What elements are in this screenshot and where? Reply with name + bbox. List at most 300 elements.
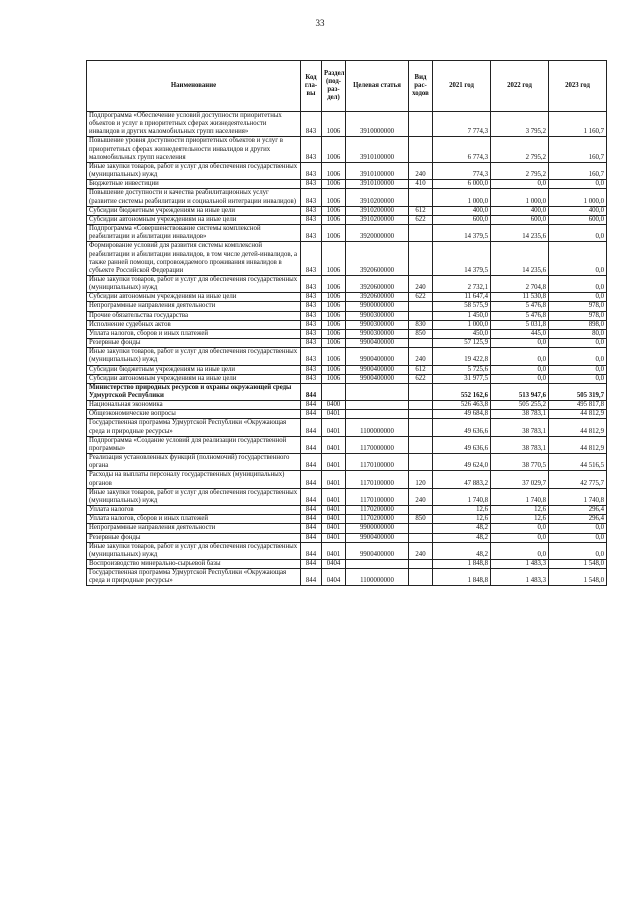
row-section: 1006 xyxy=(322,162,346,179)
row-name: Бюджетные инвестиции xyxy=(87,180,301,189)
row-vid: 240 xyxy=(409,488,433,505)
row-name: Подпрограмма «Создание условий для реализации государственной программы» xyxy=(87,436,301,453)
row-value-2023: 495 817,8 xyxy=(549,401,607,410)
row-section: 0401 xyxy=(322,436,346,453)
row-value-2023: 296,4 xyxy=(549,506,607,515)
table-row xyxy=(87,515,607,524)
row-vid xyxy=(409,410,433,419)
row-value-2023: 0,0 xyxy=(549,524,607,533)
row-name: Субсидии автономным учреждениям на иные цели xyxy=(87,293,301,302)
row-vid xyxy=(409,339,433,348)
row-value-2021: 1 000,0 xyxy=(433,189,491,206)
row-name: Реализация установленных функций (полномочий) государственного органа xyxy=(87,454,301,471)
table-row xyxy=(87,311,607,320)
row-code: 843 xyxy=(301,162,322,179)
row-article xyxy=(346,401,409,410)
row-article: 3910100000 xyxy=(346,180,409,189)
table-row xyxy=(87,533,607,542)
row-value-2021: 6 000,0 xyxy=(433,180,491,189)
row-code: 843 xyxy=(301,242,322,276)
row-section: 1006 xyxy=(322,365,346,374)
row-value-2021: 1 740,8 xyxy=(433,488,491,505)
row-value-2021: 12,6 xyxy=(433,506,491,515)
row-name: Министерство природных ресурсов и охраны окружающей среды Удмуртской Республики xyxy=(87,383,301,400)
row-vid xyxy=(409,112,433,137)
row-value-2021: 774,3 xyxy=(433,162,491,179)
row-value-2022: 2 704,8 xyxy=(491,275,549,292)
row-section: 0401 xyxy=(322,419,346,436)
row-value-2023: 0,0 xyxy=(549,225,607,242)
row-name: Уплата налогов, сборов и иных платежей xyxy=(87,515,301,524)
row-value-2022: 37 029,7 xyxy=(491,471,549,488)
row-vid xyxy=(409,242,433,276)
row-vid: 240 xyxy=(409,542,433,559)
row-article xyxy=(346,383,409,400)
row-code: 844 xyxy=(301,454,322,471)
row-value-2021: 450,0 xyxy=(433,329,491,338)
page-number: 33 xyxy=(315,18,325,28)
row-vid xyxy=(409,436,433,453)
row-article: 3910100000 xyxy=(346,137,409,162)
row-code: 843 xyxy=(301,329,322,338)
row-code: 844 xyxy=(301,471,322,488)
header-name: Наименование xyxy=(87,61,301,112)
row-value-2023: 42 775,7 xyxy=(549,471,607,488)
row-name: Субсидии бюджетным учреждениям на иные цели xyxy=(87,206,301,215)
row-value-2021: 5 725,6 xyxy=(433,365,491,374)
table-row xyxy=(87,524,607,533)
row-value-2022: 400,0 xyxy=(491,206,549,215)
row-value-2023: 1 160,7 xyxy=(549,112,607,137)
row-code: 844 xyxy=(301,515,322,524)
row-vid: 612 xyxy=(409,365,433,374)
row-code: 844 xyxy=(301,410,322,419)
row-vid: 830 xyxy=(409,320,433,329)
row-vid xyxy=(409,533,433,542)
table-row xyxy=(87,454,607,471)
row-value-2023: 0,0 xyxy=(549,533,607,542)
header-article: Целевая статья xyxy=(346,61,409,112)
row-name: Иные закупки товаров, работ и услуг для обеспечения государственных (муниципальных) нужд xyxy=(87,542,301,559)
row-value-2021: 526 463,8 xyxy=(433,401,491,410)
row-value-2022: 5 031,8 xyxy=(491,320,549,329)
row-code: 843 xyxy=(301,137,322,162)
row-code: 844 xyxy=(301,506,322,515)
row-section: 0401 xyxy=(322,524,346,533)
row-article: 1170100000 xyxy=(346,454,409,471)
row-value-2022: 14 235,6 xyxy=(491,242,549,276)
row-code: 843 xyxy=(301,311,322,320)
row-article: 9900000000 xyxy=(346,302,409,311)
row-name: Резервные фонды xyxy=(87,533,301,542)
row-section: 0401 xyxy=(322,515,346,524)
row-name: Подпрограмма «Совершенствование системы комплексной реабилитации и абилитации инвалидов» xyxy=(87,225,301,242)
row-value-2023: 978,0 xyxy=(549,311,607,320)
row-name: Субсидии бюджетным учреждениям на иные цели xyxy=(87,365,301,374)
row-code: 843 xyxy=(301,225,322,242)
row-section: 0401 xyxy=(322,410,346,419)
row-value-2021: 7 774,3 xyxy=(433,112,491,137)
row-code: 844 xyxy=(301,569,322,586)
table-row xyxy=(87,320,607,329)
row-value-2022: 3 795,2 xyxy=(491,112,549,137)
row-article: 1170200000 xyxy=(346,506,409,515)
row-vid: 850 xyxy=(409,329,433,338)
row-value-2022: 1 740,8 xyxy=(491,488,549,505)
row-value-2022: 0,0 xyxy=(491,348,549,365)
row-value-2021: 47 883,2 xyxy=(433,471,491,488)
row-value-2022: 11 530,8 xyxy=(491,293,549,302)
row-code: 843 xyxy=(301,189,322,206)
row-value-2023: 978,0 xyxy=(549,302,607,311)
row-value-2021: 48,2 xyxy=(433,542,491,559)
row-code: 843 xyxy=(301,206,322,215)
row-value-2021: 1 848,8 xyxy=(433,569,491,586)
row-value-2022: 12,6 xyxy=(491,506,549,515)
row-value-2022: 0,0 xyxy=(491,365,549,374)
row-vid: 622 xyxy=(409,374,433,383)
row-value-2021: 2 732,1 xyxy=(433,275,491,292)
row-value-2023: 1 548,0 xyxy=(549,569,607,586)
row-article: 3910000000 xyxy=(346,112,409,137)
table-row xyxy=(87,302,607,311)
row-article: 3920000000 xyxy=(346,225,409,242)
row-vid xyxy=(409,302,433,311)
row-value-2022: 38 783,1 xyxy=(491,419,549,436)
row-vid: 850 xyxy=(409,515,433,524)
row-value-2021: 49 636,6 xyxy=(433,419,491,436)
row-article: 1170000000 xyxy=(346,436,409,453)
row-section: 0401 xyxy=(322,506,346,515)
row-code: 843 xyxy=(301,365,322,374)
row-section: 1006 xyxy=(322,374,346,383)
row-article: 9900400000 xyxy=(346,374,409,383)
header-2023: 2023 год xyxy=(549,61,607,112)
row-value-2022: 12,6 xyxy=(491,515,549,524)
row-section: 1006 xyxy=(322,180,346,189)
row-value-2023: 0,0 xyxy=(549,348,607,365)
row-value-2021: 552 162,6 xyxy=(433,383,491,400)
table-row xyxy=(87,436,607,453)
row-code: 843 xyxy=(301,339,322,348)
row-name: Иные закупки товаров, работ и услуг для обеспечения государственных (муниципальных) нужд xyxy=(87,348,301,365)
row-name: Уплата налогов, сборов и иных платежей xyxy=(87,329,301,338)
row-name: Непрограммные направления деятельности xyxy=(87,302,301,311)
row-section: 1006 xyxy=(322,302,346,311)
row-code: 844 xyxy=(301,559,322,568)
row-section: 1006 xyxy=(322,329,346,338)
row-vid xyxy=(409,225,433,242)
row-value-2022: 38 783,1 xyxy=(491,436,549,453)
row-value-2021: 57 125,9 xyxy=(433,339,491,348)
row-vid xyxy=(409,311,433,320)
row-vid xyxy=(409,506,433,515)
row-value-2022: 445,0 xyxy=(491,329,549,338)
table-row xyxy=(87,559,607,568)
row-value-2023: 0,0 xyxy=(549,542,607,559)
row-vid: 240 xyxy=(409,348,433,365)
row-code: 844 xyxy=(301,401,322,410)
row-value-2022: 5 476,8 xyxy=(491,302,549,311)
row-name: Национальная экономика xyxy=(87,401,301,410)
row-value-2022: 38 783,1 xyxy=(491,410,549,419)
row-value-2021: 600,0 xyxy=(433,215,491,224)
row-vid: 622 xyxy=(409,293,433,302)
row-value-2021: 48,2 xyxy=(433,524,491,533)
row-value-2021: 49 684,8 xyxy=(433,410,491,419)
row-value-2023: 44 812,9 xyxy=(549,436,607,453)
row-article: 9900400000 xyxy=(346,533,409,542)
row-code: 844 xyxy=(301,488,322,505)
row-value-2022: 1 000,0 xyxy=(491,189,549,206)
row-value-2023: 0,0 xyxy=(549,242,607,276)
table-row xyxy=(87,206,607,215)
row-vid xyxy=(409,524,433,533)
row-value-2023: 296,4 xyxy=(549,515,607,524)
row-value-2023: 0,0 xyxy=(549,339,607,348)
row-code: 843 xyxy=(301,215,322,224)
row-vid xyxy=(409,401,433,410)
row-article: 9900300000 xyxy=(346,320,409,329)
row-section: 0401 xyxy=(322,533,346,542)
row-value-2022: 505 255,2 xyxy=(491,401,549,410)
table-row xyxy=(87,339,607,348)
row-code: 843 xyxy=(301,275,322,292)
table-row xyxy=(87,410,607,419)
row-name: Подпрограмма «Обеспечение условий доступности приоритетных объектов и услуг в приоритетных сферах жизнедеятельности инвалидов и других маломобильных групп населения» xyxy=(87,112,301,137)
row-value-2022: 14 235,6 xyxy=(491,225,549,242)
row-article: 3920600000 xyxy=(346,242,409,276)
row-value-2023: 44 812,9 xyxy=(549,410,607,419)
row-article: 3920600000 xyxy=(346,293,409,302)
row-value-2021: 400,0 xyxy=(433,206,491,215)
row-name: Иные закупки товаров, работ и услуг для обеспечения государственных (муниципальных) нужд xyxy=(87,275,301,292)
row-section: 0401 xyxy=(322,542,346,559)
table-row xyxy=(87,225,607,242)
row-value-2021: 58 575,9 xyxy=(433,302,491,311)
row-name: Воспроизводство минерально-сырьевой базы xyxy=(87,559,301,568)
row-vid xyxy=(409,419,433,436)
table-row xyxy=(87,419,607,436)
row-value-2023: 898,0 xyxy=(549,320,607,329)
row-article: 1170100000 xyxy=(346,471,409,488)
row-article: 9900400000 xyxy=(346,348,409,365)
row-section: 1006 xyxy=(322,242,346,276)
row-value-2021: 12,6 xyxy=(433,515,491,524)
table-header-row xyxy=(87,61,607,112)
row-section: 1006 xyxy=(322,293,346,302)
row-value-2021: 6 774,3 xyxy=(433,137,491,162)
row-article: 9900400000 xyxy=(346,365,409,374)
table-row xyxy=(87,569,607,586)
table-row xyxy=(87,293,607,302)
row-value-2022: 5 476,8 xyxy=(491,311,549,320)
row-value-2021: 1 450,0 xyxy=(433,311,491,320)
row-article: 9900400000 xyxy=(346,339,409,348)
row-article xyxy=(346,410,409,419)
row-value-2022: 0,0 xyxy=(491,374,549,383)
row-value-2021: 14 379,5 xyxy=(433,242,491,276)
row-section: 0401 xyxy=(322,471,346,488)
row-vid xyxy=(409,137,433,162)
row-code: 844 xyxy=(301,436,322,453)
row-name: Иные закупки товаров, работ и услуг для обеспечения государственных (муниципальных) нужд xyxy=(87,162,301,179)
table-row xyxy=(87,275,607,292)
header-code: Код гла-вы xyxy=(301,61,322,112)
row-code: 844 xyxy=(301,383,322,400)
row-code: 843 xyxy=(301,293,322,302)
row-article xyxy=(346,559,409,568)
table-row xyxy=(87,488,607,505)
row-value-2021: 19 422,8 xyxy=(433,348,491,365)
row-value-2021: 31 977,5 xyxy=(433,374,491,383)
row-section: 1006 xyxy=(322,348,346,365)
row-value-2021: 11 647,4 xyxy=(433,293,491,302)
row-name: Повышение уровня доступности приоритетных объектов и услуг в приоритетных сферах жизнедеятельности инвалидов и других маломобильных групп населения xyxy=(87,137,301,162)
table-row xyxy=(87,506,607,515)
row-vid xyxy=(409,189,433,206)
row-section: 1006 xyxy=(322,311,346,320)
table-row xyxy=(87,162,607,179)
row-value-2021: 49 624,0 xyxy=(433,454,491,471)
row-value-2022: 1 483,3 xyxy=(491,559,549,568)
row-section: 1006 xyxy=(322,137,346,162)
row-value-2023: 600,0 xyxy=(549,215,607,224)
row-article: 1100000000 xyxy=(346,419,409,436)
row-value-2023: 505 319,7 xyxy=(549,383,607,400)
row-code: 843 xyxy=(301,302,322,311)
row-value-2022: 2 795,2 xyxy=(491,162,549,179)
row-name: Субсидии автономным учреждениям на иные цели xyxy=(87,215,301,224)
row-code: 844 xyxy=(301,542,322,559)
row-section: 1006 xyxy=(322,225,346,242)
row-article: 9900000000 xyxy=(346,524,409,533)
row-code: 844 xyxy=(301,533,322,542)
row-value-2022: 0,0 xyxy=(491,542,549,559)
row-code: 844 xyxy=(301,419,322,436)
row-name: Повышение доступности и качества реабилитационных услуг (развитие системы реабилитации и социальной интеграции инвалидов) xyxy=(87,189,301,206)
header-section: Раздел (под-раз-дел) xyxy=(322,61,346,112)
row-section: 0401 xyxy=(322,488,346,505)
table-row xyxy=(87,215,607,224)
row-name: Формирование условий для развития системы комплексной реабилитации и абилитации инвалидов, в том числе детей-инвалидов, а также ранней помощи, сопровождаемого проживания инвалидов в субъекте Российской Федерации xyxy=(87,242,301,276)
table-row xyxy=(87,189,607,206)
row-code: 843 xyxy=(301,320,322,329)
row-value-2023: 0,0 xyxy=(549,293,607,302)
row-name: Резервные фонды xyxy=(87,339,301,348)
row-name: Иные закупки товаров, работ и услуг для обеспечения государственных (муниципальных) нужд xyxy=(87,488,301,505)
row-value-2023: 44 516,5 xyxy=(549,454,607,471)
table-row xyxy=(87,329,607,338)
row-value-2021: 48,2 xyxy=(433,533,491,542)
row-section xyxy=(322,383,346,400)
row-name: Исполнение судебных актов xyxy=(87,320,301,329)
row-name: Уплата налогов xyxy=(87,506,301,515)
row-section: 0401 xyxy=(322,454,346,471)
row-value-2022: 0,0 xyxy=(491,524,549,533)
row-name: Прочие обязательства государства xyxy=(87,311,301,320)
table-row xyxy=(87,242,607,276)
row-value-2023: 0,0 xyxy=(549,275,607,292)
row-name: Государственная программа Удмуртской Республики «Окружающая среда и природные ресурсы» xyxy=(87,419,301,436)
row-article: 3910200000 xyxy=(346,189,409,206)
table-row xyxy=(87,137,607,162)
row-section: 1006 xyxy=(322,189,346,206)
table-row xyxy=(87,471,607,488)
table-row xyxy=(87,542,607,559)
row-article: 1170100000 xyxy=(346,488,409,505)
row-value-2023: 80,0 xyxy=(549,329,607,338)
row-section: 0400 xyxy=(322,401,346,410)
row-name: Государственная программа Удмуртской Республики «Окружающая среда и природные ресурсы» xyxy=(87,569,301,586)
row-vid: 240 xyxy=(409,162,433,179)
row-article: 3920600000 xyxy=(346,275,409,292)
row-vid xyxy=(409,559,433,568)
row-section: 0404 xyxy=(322,559,346,568)
row-vid xyxy=(409,454,433,471)
row-value-2022: 2 795,2 xyxy=(491,137,549,162)
table-row xyxy=(87,180,607,189)
row-section: 1006 xyxy=(322,215,346,224)
row-vid: 120 xyxy=(409,471,433,488)
row-name: Субсидии автономным учреждениям на иные цели xyxy=(87,374,301,383)
row-code: 843 xyxy=(301,112,322,137)
row-code: 843 xyxy=(301,348,322,365)
row-value-2023: 160,7 xyxy=(549,137,607,162)
row-value-2022: 0,0 xyxy=(491,339,549,348)
row-section: 1006 xyxy=(322,275,346,292)
table-row xyxy=(87,401,607,410)
row-value-2021: 14 379,5 xyxy=(433,225,491,242)
row-value-2023: 1 000,0 xyxy=(549,189,607,206)
row-article: 1100000000 xyxy=(346,569,409,586)
row-value-2022: 1 483,3 xyxy=(491,569,549,586)
row-code: 844 xyxy=(301,524,322,533)
row-article: 3910100000 xyxy=(346,162,409,179)
row-article: 1170200000 xyxy=(346,515,409,524)
row-article: 3910200000 xyxy=(346,215,409,224)
row-section: 1006 xyxy=(322,206,346,215)
table-row xyxy=(87,374,607,383)
budget-table xyxy=(86,60,607,586)
row-code: 843 xyxy=(301,180,322,189)
row-vid xyxy=(409,569,433,586)
row-value-2022: 0,0 xyxy=(491,533,549,542)
table-body xyxy=(87,112,607,586)
row-article: 9900300000 xyxy=(346,311,409,320)
row-value-2023: 1 548,0 xyxy=(549,559,607,568)
row-name: Расходы на выплаты персоналу государственных (муниципальных) органов xyxy=(87,471,301,488)
table-row xyxy=(87,348,607,365)
row-name: Непрограммные направления деятельности xyxy=(87,524,301,533)
row-section: 1006 xyxy=(322,339,346,348)
table-row xyxy=(87,365,607,374)
row-value-2021: 49 636,6 xyxy=(433,436,491,453)
header-2022: 2022 год xyxy=(491,61,549,112)
row-name: Общеэкономические вопросы xyxy=(87,410,301,419)
row-value-2021: 1 000,0 xyxy=(433,320,491,329)
row-value-2022: 600,0 xyxy=(491,215,549,224)
row-value-2023: 1 740,8 xyxy=(549,488,607,505)
row-section: 0404 xyxy=(322,569,346,586)
row-code: 843 xyxy=(301,374,322,383)
row-vid xyxy=(409,383,433,400)
row-value-2021: 1 848,8 xyxy=(433,559,491,568)
row-value-2022: 0,0 xyxy=(491,180,549,189)
row-article: 9900300000 xyxy=(346,329,409,338)
row-value-2023: 0,0 xyxy=(549,180,607,189)
row-vid: 622 xyxy=(409,215,433,224)
